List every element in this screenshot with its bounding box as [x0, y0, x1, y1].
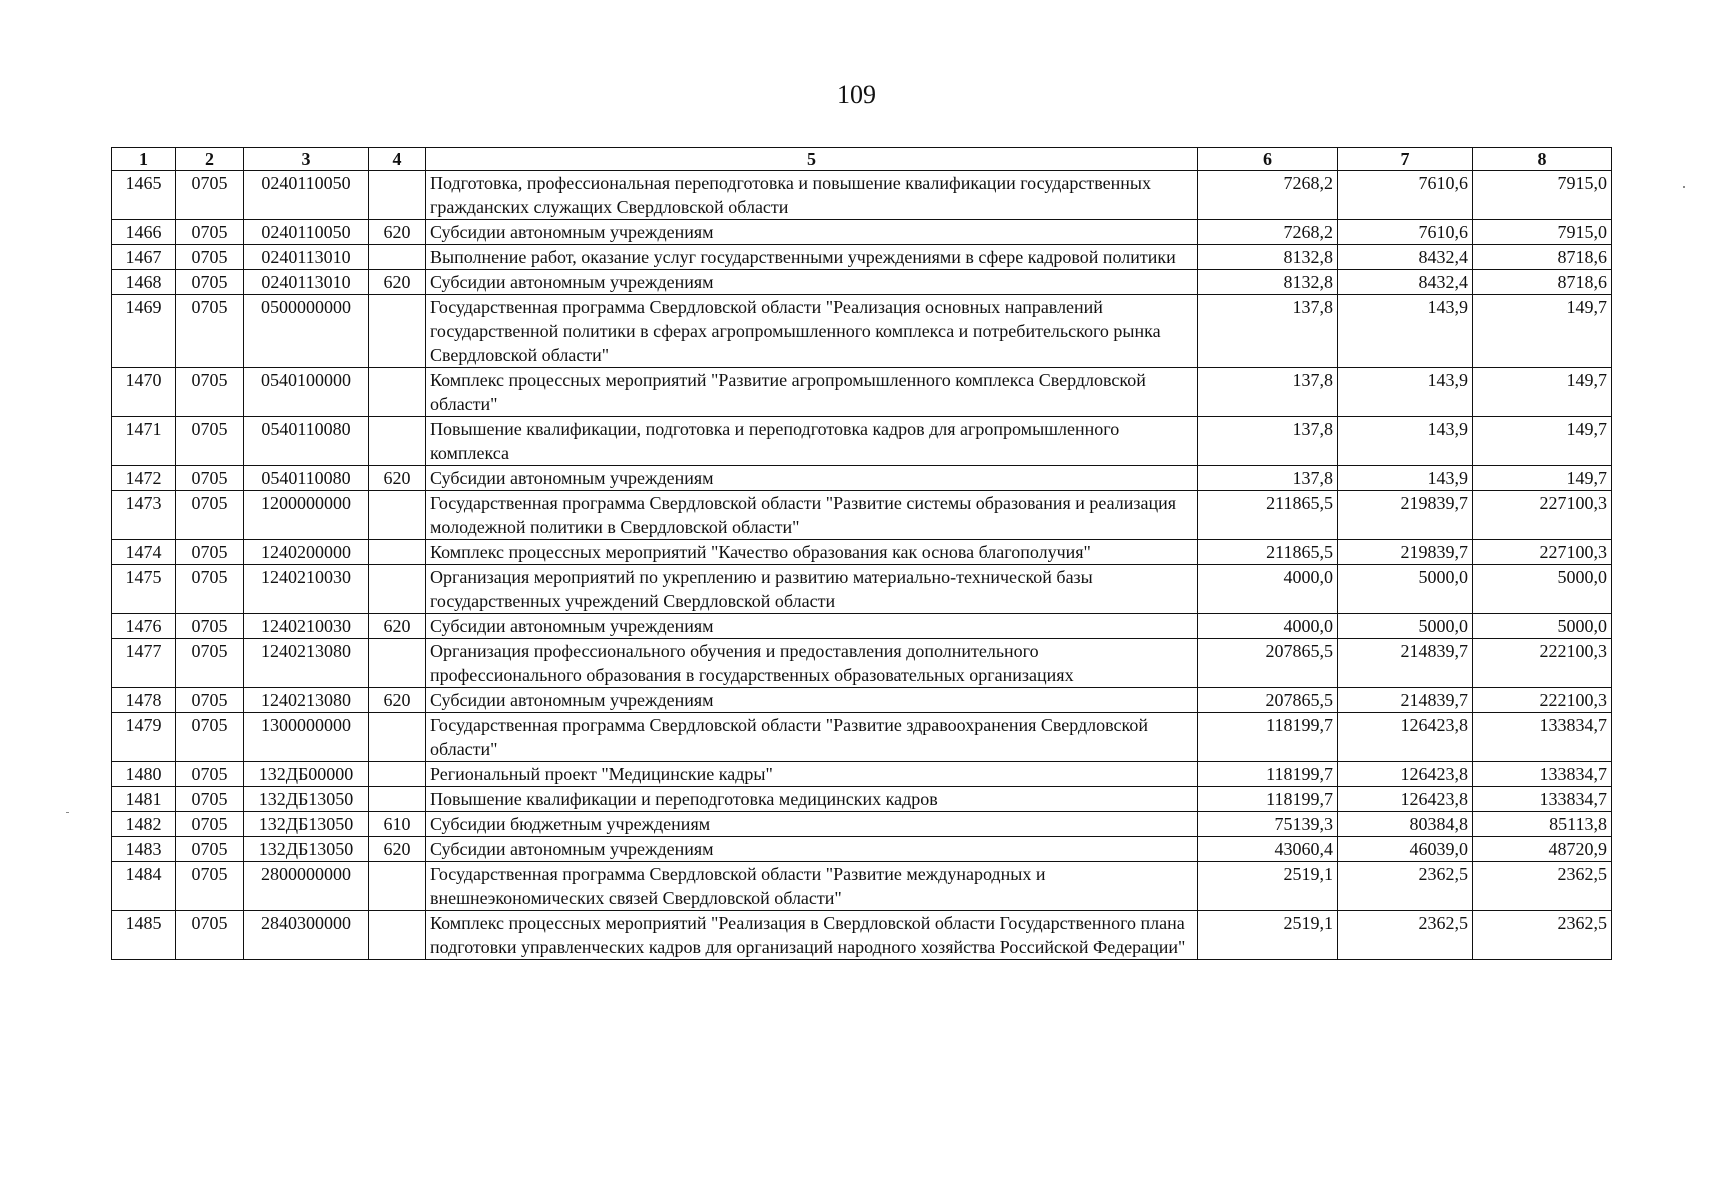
amount-col-8: 149,7	[1473, 368, 1612, 417]
amount-col-8: 149,7	[1473, 466, 1612, 491]
amount-col-7: 143,9	[1338, 417, 1473, 466]
amount-col-8: 227100,3	[1473, 540, 1612, 565]
column-header: 1	[112, 148, 176, 171]
amount-col-8: 85113,8	[1473, 812, 1612, 837]
item-name: Повышение квалификации и переподготовка медицинских кадров	[426, 787, 1198, 812]
section-code: 0705	[176, 295, 244, 368]
row-number: 1474	[112, 540, 176, 565]
section-code: 0705	[176, 639, 244, 688]
section-code: 0705	[176, 417, 244, 466]
amount-col-7: 214839,7	[1338, 639, 1473, 688]
expense-type-code	[369, 639, 426, 688]
amount-col-7: 126423,8	[1338, 787, 1473, 812]
expense-type-code	[369, 565, 426, 614]
amount-col-6: 8132,8	[1198, 270, 1338, 295]
target-article-code: 1240200000	[244, 540, 369, 565]
row-number: 1485	[112, 911, 176, 960]
item-name: Субсидии автономным учреждениям	[426, 466, 1198, 491]
target-article-code: 1240210030	[244, 565, 369, 614]
amount-col-7: 219839,7	[1338, 540, 1473, 565]
table-row	[112, 417, 1612, 466]
amount-col-8: 149,7	[1473, 295, 1612, 368]
row-number: 1481	[112, 787, 176, 812]
amount-col-8: 149,7	[1473, 417, 1612, 466]
column-header: 6	[1198, 148, 1338, 171]
table-row	[112, 787, 1612, 812]
amount-col-7: 143,9	[1338, 368, 1473, 417]
target-article-code: 132ДБ13050	[244, 837, 369, 862]
amount-col-6: 2519,1	[1198, 911, 1338, 960]
target-article-code: 0240110050	[244, 171, 369, 220]
amount-col-6: 137,8	[1198, 466, 1338, 491]
table-row	[112, 862, 1612, 911]
table-row	[112, 270, 1612, 295]
amount-col-6: 8132,8	[1198, 245, 1338, 270]
expense-type-code	[369, 245, 426, 270]
section-code: 0705	[176, 565, 244, 614]
amount-col-6: 137,8	[1198, 417, 1338, 466]
target-article-code: 0540110080	[244, 466, 369, 491]
row-number: 1480	[112, 762, 176, 787]
target-article-code: 0540110080	[244, 417, 369, 466]
expense-type-code	[369, 911, 426, 960]
amount-col-6: 4000,0	[1198, 614, 1338, 639]
amount-col-7: 214839,7	[1338, 688, 1473, 713]
row-number: 1479	[112, 713, 176, 762]
target-article-code: 1240210030	[244, 614, 369, 639]
amount-col-7: 2362,5	[1338, 911, 1473, 960]
amount-col-8: 2362,5	[1473, 911, 1612, 960]
amount-col-6: 2519,1	[1198, 862, 1338, 911]
amount-col-8: 133834,7	[1473, 787, 1612, 812]
section-code: 0705	[176, 171, 244, 220]
budget-table	[111, 147, 1612, 960]
expense-type-code	[369, 368, 426, 417]
amount-col-8: 8718,6	[1473, 270, 1612, 295]
row-number: 1470	[112, 368, 176, 417]
row-number: 1476	[112, 614, 176, 639]
expense-type-code: 620	[369, 466, 426, 491]
amount-col-6: 7268,2	[1198, 171, 1338, 220]
column-header: 5	[426, 148, 1198, 171]
row-number: 1473	[112, 491, 176, 540]
amount-col-7: 143,9	[1338, 466, 1473, 491]
amount-col-7: 8432,4	[1338, 270, 1473, 295]
amount-col-8: 222100,3	[1473, 688, 1612, 713]
expense-type-code: 620	[369, 837, 426, 862]
target-article-code: 0240110050	[244, 220, 369, 245]
table-row	[112, 295, 1612, 368]
section-code: 0705	[176, 837, 244, 862]
amount-col-7: 126423,8	[1338, 713, 1473, 762]
item-name: Организация профессионального обучения и предоставления дополнительного профессионального образования в государственных образовательных организациях	[426, 639, 1198, 688]
amount-col-6: 137,8	[1198, 295, 1338, 368]
expense-type-code	[369, 417, 426, 466]
amount-col-8: 227100,3	[1473, 491, 1612, 540]
table-row	[112, 812, 1612, 837]
section-code: 0705	[176, 688, 244, 713]
item-name: Субсидии автономным учреждениям	[426, 270, 1198, 295]
expense-type-code	[369, 491, 426, 540]
table-row	[112, 614, 1612, 639]
row-number: 1478	[112, 688, 176, 713]
expense-type-code	[369, 713, 426, 762]
amount-col-7: 8432,4	[1338, 245, 1473, 270]
amount-col-6: 7268,2	[1198, 220, 1338, 245]
target-article-code: 132ДБ00000	[244, 762, 369, 787]
item-name: Субсидии автономным учреждениям	[426, 837, 1198, 862]
amount-col-6: 207865,5	[1198, 688, 1338, 713]
item-name: Государственная программа Свердловской области "Реализация основных направлений государственной политики в сферах агропромышленного комплекса и потребительского рынка Свердловской области"	[426, 295, 1198, 368]
column-header: 8	[1473, 148, 1612, 171]
expense-type-code	[369, 295, 426, 368]
expense-type-code: 610	[369, 812, 426, 837]
table-row	[112, 466, 1612, 491]
column-header: 2	[176, 148, 244, 171]
target-article-code: 1200000000	[244, 491, 369, 540]
amount-col-7: 46039,0	[1338, 837, 1473, 862]
section-code: 0705	[176, 540, 244, 565]
target-article-code: 0240113010	[244, 270, 369, 295]
amount-col-8: 5000,0	[1473, 614, 1612, 639]
amount-col-6: 207865,5	[1198, 639, 1338, 688]
expense-type-code	[369, 762, 426, 787]
expense-type-code	[369, 862, 426, 911]
target-article-code: 1240213080	[244, 639, 369, 688]
amount-col-6: 211865,5	[1198, 491, 1338, 540]
table-row	[112, 245, 1612, 270]
scan-speck	[1683, 186, 1685, 188]
amount-col-6: 43060,4	[1198, 837, 1338, 862]
amount-col-8: 222100,3	[1473, 639, 1612, 688]
expense-type-code: 620	[369, 270, 426, 295]
section-code: 0705	[176, 862, 244, 911]
amount-col-8: 8718,6	[1473, 245, 1612, 270]
table-row	[112, 762, 1612, 787]
table-row	[112, 368, 1612, 417]
amount-col-7: 80384,8	[1338, 812, 1473, 837]
target-article-code: 0500000000	[244, 295, 369, 368]
amount-col-6: 75139,3	[1198, 812, 1338, 837]
section-code: 0705	[176, 270, 244, 295]
row-number: 1467	[112, 245, 176, 270]
row-number: 1469	[112, 295, 176, 368]
item-name: Государственная программа Свердловской области "Развитие здравоохранения Свердловской области"	[426, 713, 1198, 762]
section-code: 0705	[176, 911, 244, 960]
item-name: Комплекс процессных мероприятий "Развитие агропромышленного комплекса Свердловской области"	[426, 368, 1198, 417]
table-row	[112, 911, 1612, 960]
table-row	[112, 491, 1612, 540]
item-name: Субсидии бюджетным учреждениям	[426, 812, 1198, 837]
page-number: 109	[837, 80, 876, 109]
expense-type-code	[369, 171, 426, 220]
expense-type-code: 620	[369, 614, 426, 639]
table-row	[112, 713, 1612, 762]
item-name: Комплекс процессных мероприятий "Качество образования как основа благополучия"	[426, 540, 1198, 565]
amount-col-7: 7610,6	[1338, 220, 1473, 245]
item-name: Субсидии автономным учреждениям	[426, 614, 1198, 639]
target-article-code: 2800000000	[244, 862, 369, 911]
item-name: Подготовка, профессиональная переподготовка и повышение квалификации государственных гражданских служащих Свердловской области	[426, 171, 1198, 220]
table-header-row	[112, 148, 1612, 171]
row-number: 1468	[112, 270, 176, 295]
column-header: 3	[244, 148, 369, 171]
target-article-code: 0540100000	[244, 368, 369, 417]
amount-col-7: 143,9	[1338, 295, 1473, 368]
table-body	[112, 171, 1612, 960]
expense-type-code: 620	[369, 220, 426, 245]
row-number: 1483	[112, 837, 176, 862]
section-code: 0705	[176, 762, 244, 787]
row-number: 1484	[112, 862, 176, 911]
section-code: 0705	[176, 614, 244, 639]
amount-col-8: 7915,0	[1473, 220, 1612, 245]
amount-col-8: 133834,7	[1473, 762, 1612, 787]
row-number: 1471	[112, 417, 176, 466]
table-row	[112, 837, 1612, 862]
target-article-code: 2840300000	[244, 911, 369, 960]
row-number: 1477	[112, 639, 176, 688]
amount-col-6: 4000,0	[1198, 565, 1338, 614]
table-row	[112, 565, 1612, 614]
amount-col-8: 7915,0	[1473, 171, 1612, 220]
item-name: Государственная программа Свердловской области "Развитие международных и внешнеэкономических связей Свердловской области"	[426, 862, 1198, 911]
item-name: Субсидии автономным учреждениям	[426, 220, 1198, 245]
table-row	[112, 639, 1612, 688]
table-row	[112, 540, 1612, 565]
table-row	[112, 171, 1612, 220]
amount-col-7: 7610,6	[1338, 171, 1473, 220]
amount-col-7: 5000,0	[1338, 614, 1473, 639]
section-code: 0705	[176, 466, 244, 491]
section-code: 0705	[176, 713, 244, 762]
amount-col-7: 2362,5	[1338, 862, 1473, 911]
column-header: 4	[369, 148, 426, 171]
section-code: 0705	[176, 368, 244, 417]
section-code: 0705	[176, 812, 244, 837]
row-number: 1466	[112, 220, 176, 245]
target-article-code: 1240213080	[244, 688, 369, 713]
target-article-code: 132ДБ13050	[244, 812, 369, 837]
amount-col-8: 133834,7	[1473, 713, 1612, 762]
row-number: 1482	[112, 812, 176, 837]
item-name: Государственная программа Свердловской области "Развитие системы образования и реализация молодежной политики в Свердловской области"	[426, 491, 1198, 540]
amount-col-6: 118199,7	[1198, 762, 1338, 787]
amount-col-6: 211865,5	[1198, 540, 1338, 565]
expense-type-code	[369, 540, 426, 565]
scan-speck	[66, 812, 69, 813]
column-header: 7	[1338, 148, 1473, 171]
target-article-code: 132ДБ13050	[244, 787, 369, 812]
item-name: Выполнение работ, оказание услуг государственными учреждениями в сфере кадровой политики	[426, 245, 1198, 270]
table-row	[112, 688, 1612, 713]
amount-col-8: 48720,9	[1473, 837, 1612, 862]
row-number: 1472	[112, 466, 176, 491]
item-name: Комплекс процессных мероприятий "Реализация в Свердловской области Государственного плана подготовки управленческих кадров для организаций народного хозяйства Российской Федерации"	[426, 911, 1198, 960]
section-code: 0705	[176, 220, 244, 245]
amount-col-7: 126423,8	[1338, 762, 1473, 787]
row-number: 1465	[112, 171, 176, 220]
section-code: 0705	[176, 245, 244, 270]
expense-type-code: 620	[369, 688, 426, 713]
amount-col-7: 5000,0	[1338, 565, 1473, 614]
target-article-code: 1300000000	[244, 713, 369, 762]
section-code: 0705	[176, 787, 244, 812]
amount-col-8: 5000,0	[1473, 565, 1612, 614]
item-name: Организация мероприятий по укреплению и развитию материально-технической базы государственных учреждений Свердловской области	[426, 565, 1198, 614]
amount-col-6: 118199,7	[1198, 713, 1338, 762]
item-name: Субсидии автономным учреждениям	[426, 688, 1198, 713]
amount-col-6: 118199,7	[1198, 787, 1338, 812]
target-article-code: 0240113010	[244, 245, 369, 270]
amount-col-7: 219839,7	[1338, 491, 1473, 540]
amount-col-8: 2362,5	[1473, 862, 1612, 911]
expense-type-code	[369, 787, 426, 812]
item-name: Региональный проект "Медицинские кадры"	[426, 762, 1198, 787]
item-name: Повышение квалификации, подготовка и переподготовка кадров для агропромышленного комплекса	[426, 417, 1198, 466]
section-code: 0705	[176, 491, 244, 540]
table-row	[112, 220, 1612, 245]
row-number: 1475	[112, 565, 176, 614]
amount-col-6: 137,8	[1198, 368, 1338, 417]
